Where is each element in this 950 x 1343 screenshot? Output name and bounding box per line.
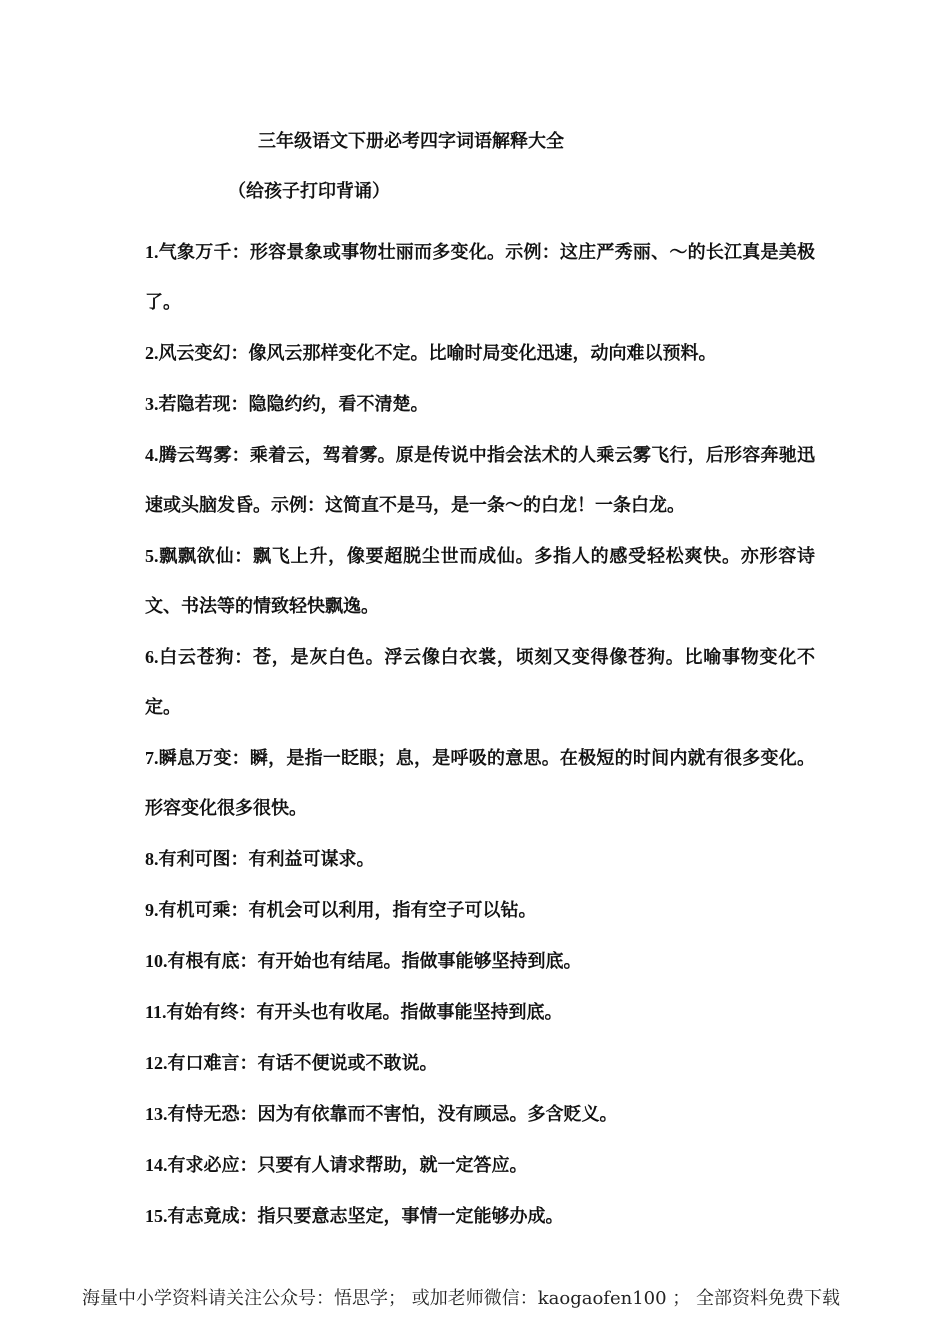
entry-text: 有口难言：有话不便说或不敢说。 [167,1053,438,1074]
entry-text: 有恃无恐：因为有依靠而不害怕，没有顾忌。多含贬义。 [167,1104,618,1125]
list-item [145,936,815,987]
page-title: 三年级语文下册必考四字词语解释大全 [258,131,564,152]
entry-text: 飘飘欲仙：飘飞上升，像要超脱尘世而成仙。多指人的感受轻松爽快。亦形容诗文、书法等的情致轻快飘逸。 [145,546,815,617]
page-subtitle: （给孩子打印背诵） [228,181,390,202]
entry-text: 有机可乘：有机会可以利用，指有空子可以钻。 [158,900,537,921]
entry-number: 11. [145,1002,167,1022]
entry-text: 瞬息万变：瞬，是指一眨眼；息，是呼吸的意思。在极短的时间内就有很多变化。形容变化很多很快。 [145,748,815,819]
entry-text: 有根有底：有开始也有结尾。指做事能够坚持到底。 [167,951,582,972]
entry-number: 2. [145,343,159,363]
list-item [145,1140,815,1191]
list-item [145,430,815,531]
list-item [145,1038,815,1089]
list-item [145,379,815,430]
entry-number: 6. [145,647,159,667]
list-item [145,1191,815,1242]
entry-number: 15. [145,1206,168,1226]
entry-number: 14. [145,1155,168,1175]
entry-number: 3. [145,394,159,414]
entry-number: 13. [145,1104,168,1124]
entry-text: 有利可图：有利益可谋求。 [158,849,375,870]
list-item [145,834,815,885]
entry-text: 风云变幻：像风云那样变化不定。比喻时局变化迅速，动向难以预料。 [158,343,717,364]
entry-text: 有始有终：有开头也有收尾。指做事能坚持到底。 [166,1002,563,1023]
idiom-list [145,227,815,1242]
entry-number: 4. [145,445,159,465]
list-item [145,987,815,1038]
list-item [145,227,815,328]
entry-text: 气象万千：形容景象或事物壮丽而多变化。示例：这庄严秀丽、～的长江真是美极了。 [145,242,815,313]
entry-text: 若隐若现：隐隐约约，看不清楚。 [158,394,429,415]
footer-note: 海量中小学资料请关注公众号：悟思学； 或加老师微信：kaogaofen100 ； 全部资料免费下载 [82,1288,840,1309]
entry-number: 1. [145,242,159,262]
entry-text: 有志竟成：指只要意志坚定，事情一定能够办成。 [167,1206,564,1227]
list-item [145,885,815,936]
entry-text: 有求必应：只要有人请求帮助，就一定答应。 [167,1155,528,1176]
list-item [145,1089,815,1140]
entry-number: 7. [145,748,159,768]
entry-number: 8. [145,849,159,869]
entry-text: 腾云驾雾：乘着云，驾着雾。原是传说中指会法术的人乘云雾飞行，后形容奔驰迅速或头脑发昏。示例：这简直不是马，是一条～的白龙！一条白龙。 [145,445,815,516]
entry-number: 10. [145,951,168,971]
list-item [145,328,815,379]
entry-text: 白云苍狗：苍，是灰白色。浮云像白衣裳，顷刻又变得像苍狗。比喻事物变化不定。 [145,647,815,718]
list-item [145,531,815,632]
list-item [145,733,815,834]
list-item [145,632,815,733]
entry-number: 12. [145,1053,168,1073]
entry-number: 9. [145,900,159,920]
entry-number: 5. [145,546,159,566]
